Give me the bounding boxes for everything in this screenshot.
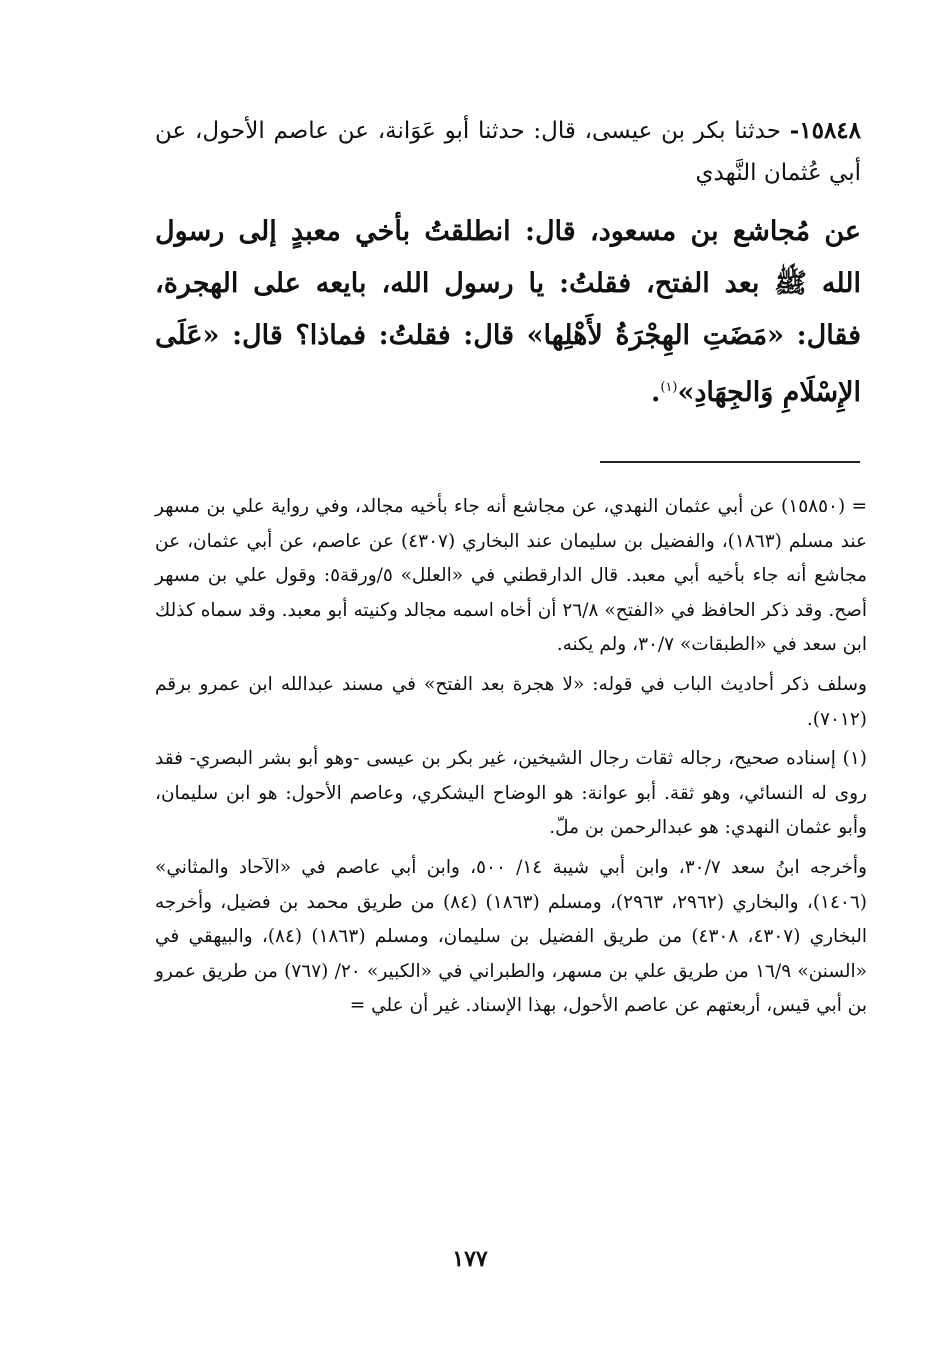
page-number: ١٧٧ bbox=[452, 1246, 488, 1272]
hadith-end-mark: . bbox=[650, 377, 661, 408]
hadith-matn bbox=[155, 206, 861, 419]
hadith-matn-text: عن مُجاشع بن مسعود، قال: انطلقتُ بأخي معبدٍ إلى رسول الله ﷺ بعد الفتح، فقلتُ: يا رسول الله، بايعه على الهجرة، فقال: «مَضَتِ الهِجْرَةُ لأَهْلِها» قال: فقلتُ: فماذا؟ قال: «عَلَى الإِسْلَامِ وَالجِهَادِ» bbox=[155, 216, 861, 408]
footnotes bbox=[155, 490, 867, 1029]
footnote-separator bbox=[600, 461, 860, 463]
footnote-paragraph: (١) إسناده صحيح، رجاله ثقات رجال الشيخين، غير بكر بن عيسى -وهو أبو بشر البصري- فقد روى له النسائي، وهو ثقة. أبو عوانة: هو الوضاح اليشكري، وعاصم الأحول: هو ابن سليمان، وأبو عثمان النهدي: هو عبدالرحمن بن ملّ. bbox=[155, 748, 867, 839]
hadith-number: ١٥٨٤٨- bbox=[789, 117, 862, 144]
footnote-paragraph: وأخرجه ابنُ سعد ٣٠/٧، وابن أبي شيبة ١٤/ ٥٠٠، وابن أبي عاصم في «الآحاد والمثاني» (١٤٠٦)، والبخاري (٢٩٦٢، ٢٩٦٣)، ومسلم (١٨٦٣) (٨٤) من طريق محمد بن فضيل، وأخرجه البخاري (٤٣٠٧، ٤٣٠٨) من طريق الفضيل بن سليمان، ومسلم (١٨٦٣) (٨٤)، والبيهقي في «السنن» ١٦/٩ من طريق علي بن مسهر، والطبراني في «الكبير» ٢٠/ (٧٦٧) من طريق عمرو بن أبي قيس، أربعتهم عن عاصم الأحول، بهذا الإسناد. غير أن علي = bbox=[155, 856, 868, 1017]
footnote-paragraph: وسلف ذكر أحاديث الباب في قوله: «لا هجرة بعد الفتح» في مسند عبدالله ابن عمرو برقم (٧٠١٢). bbox=[155, 673, 867, 730]
hadith-isnad-text: حدثنا بكر بن عيسى، قال: حدثنا أبو عَوَانة، عن عاصم الأحول، عن أبي عُثمان النَّهدي bbox=[155, 118, 861, 186]
footnote-paragraph: = (١٥٨٥٠) عن أبي عثمان النهدي، عن مجاشع أنه جاء بأخيه مجالد، وفي رواية علي بن مسهر عند مسلم (١٨٦٣)، والفضيل بن سليمان عند البخاري (٤٣٠٧) عن عاصم، عن أبي عثمان، عن مجاشع أنه جاء بأخيه أبي معبد. قال الدارقطني في «العلل» ٥/ورقة٥: وقول علي بن مسهر أصح. وقد ذكر الحافظ في «الفتح» ٢٦/٨ أن أخاه اسمه مجالد وكنيته أبو معبد. وقد سماه كذلك ابن سعد في «الطبقات» ٣٠/٧، ولم يكنه. bbox=[155, 496, 867, 656]
hadith-isnad bbox=[155, 110, 861, 194]
footnote-marker: (١) bbox=[660, 380, 678, 395]
